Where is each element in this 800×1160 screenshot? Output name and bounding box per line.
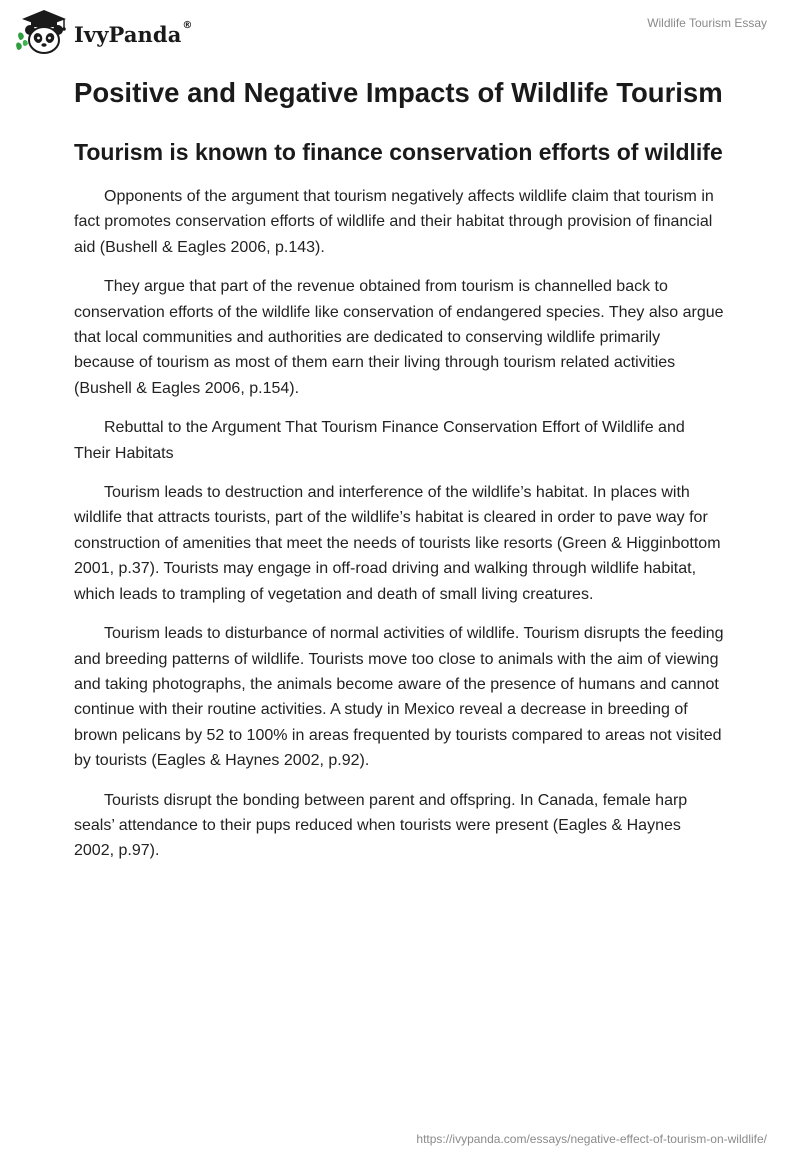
section-heading: Tourism is known to finance conservation efforts of wildlife xyxy=(74,139,723,165)
source-url-link[interactable]: https://ivypanda.com/essays/negative-effect-of-tourism-on-wildlife/ xyxy=(416,1132,767,1146)
paragraph-2: They argue that part of the revenue obtained from tourism is channelled back to conservation efforts of the wildlife like conservation of endangered species. They also argue that local communities and authorities are dedicated to conserving wildlife primarily because of tourism as most of them earn their living through tourism related activities (Bushell & Eagles 2006, p.154). xyxy=(74,278,724,397)
document-label: Wildlife Tourism Essay xyxy=(647,16,767,30)
ivypanda-logo[interactable] xyxy=(14,8,193,56)
paragraph-1: Opponents of the argument that tourism negatively affects wildlife claim that tourism in fact promotes conservation efforts of wildlife and their habitat through provision of financial aid (Bushell & Eagles 2006, p.143). xyxy=(74,188,714,256)
paragraph-4: Tourism leads to destruction and interference of the wildlife’s habitat. In places with wildlife that attracts tourists, part of the wildlife’s habitat is cleared in order to pave way for construction of amenities that meet the needs of tourists like resorts (Green & Higginbottom 2001, p.37). Tourists may engage in off-road driving and walking through wildlife habitat, which leads to trampling of vegetation and death of small living creatures. xyxy=(74,484,721,603)
registered-mark: ® xyxy=(182,19,193,31)
paragraph-3: Rebuttal to the Argument That Tourism Finance Conservation Effort of Wildlife and Their Habitats xyxy=(74,419,685,462)
paragraph-5: Tourism leads to disturbance of normal activities of wildlife. Tourism disrupts the feeding and breeding patterns of wildlife. Tourists move too close to animals with the aim of viewing and taking photographs, the animals become aware of the presence of humans and cannot continue with their routine activities. A study in Mexico reveal a decrease in breeding of brown pelicans by 52 to 100% in areas frequented by tourists compared to areas not visited by tourists (Eagles & Haynes 2002, p.92). xyxy=(74,625,724,770)
article-body xyxy=(74,74,724,878)
page-header xyxy=(0,0,800,60)
paragraph-6: Tourists disrupt the bonding between parent and offspring. In Canada, female harp seals’ attendance to their pups reduced when tourists were present (Eagles & Haynes 2002, p.97). xyxy=(74,791,688,860)
panda-graduate-icon xyxy=(14,8,70,56)
article-title: Positive and Negative Impacts of Wildlife Tourism xyxy=(74,77,723,108)
brand-name: IvyPanda® xyxy=(74,19,193,47)
